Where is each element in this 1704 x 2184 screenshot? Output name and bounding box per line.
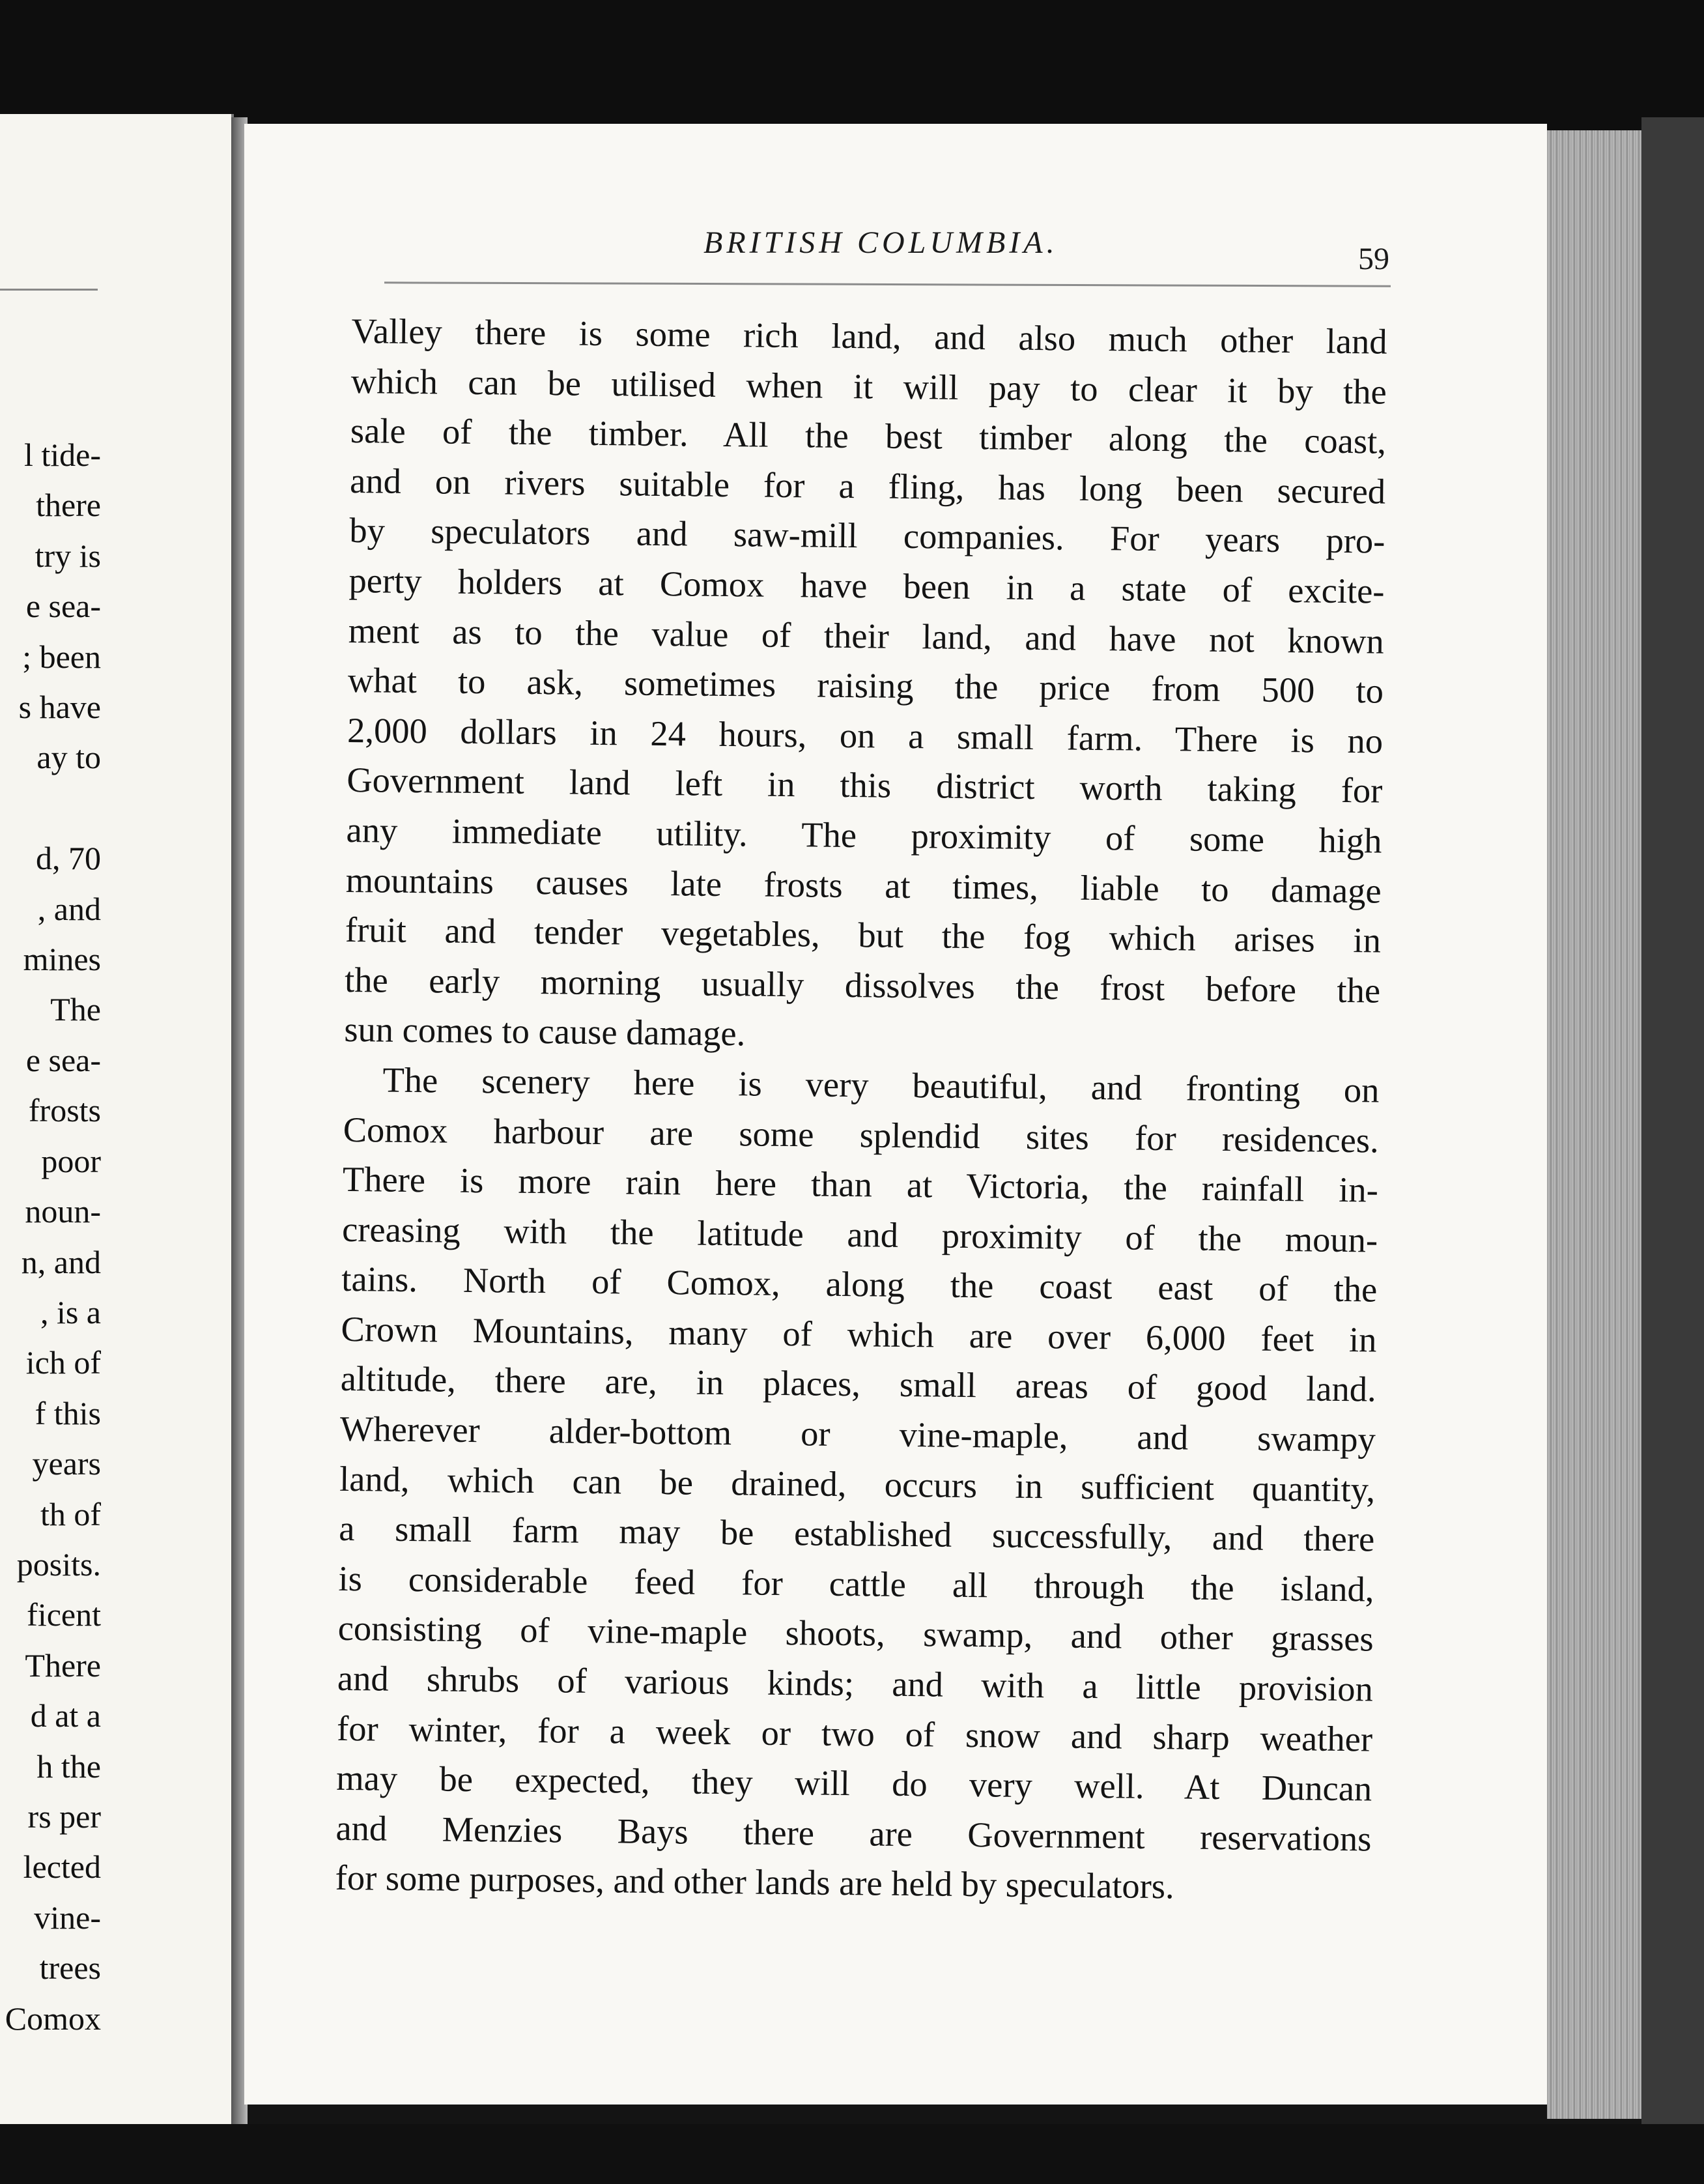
text-line: sale of the timber. All the best timber along the coast, [350,410,1387,461]
left-page-line: Comox [5,2000,101,2037]
left-page-line: rs per [27,1798,101,1835]
text-line: Valley there is some rich land, and also much other land [351,310,1387,362]
left-page-line: h the [36,1747,101,1785]
left-page-line: th of [40,1495,101,1532]
left-page-line: mines [23,941,101,978]
text-line: Crown Mountains, many of which are over 6,000 feet in [341,1308,1377,1360]
left-page-line: posits. [16,1545,101,1583]
left-page-line: years [32,1445,101,1482]
text-line: mountains causes late frosts at times, liable to damage [345,859,1382,911]
left-page-line: ay to [36,739,101,776]
left-page-line: ficent [27,1596,101,1633]
text-line: altitude, there are, in places, small areas of good land. [340,1358,1376,1410]
left-page-line: try is [35,537,101,574]
left-page-line: ; been [22,638,101,675]
text-line: any immediate utility. The proximity of some high [346,809,1382,861]
left-page-line [0,783,101,833]
left-page-line: There [25,1646,101,1684]
left-page-line: trees [39,1949,101,1987]
text-line: There is more rain here than at Victoria, the rainfall in- [342,1159,1379,1210]
left-page-rule [0,289,98,291]
left-page-line: e sea- [25,588,101,625]
text-line: perty holders at Comox have been in a state of excite- [348,560,1385,611]
background-top [0,0,1704,130]
left-page-line: e sea- [25,1041,101,1078]
left-page-line: s have [18,689,101,726]
text-line: consisting of vine-maple shoots, swamp, and other grasses [337,1608,1374,1659]
text-line: a small farm may be established successfully, and there [339,1508,1375,1559]
left-page-line: d, 70 [36,840,101,877]
text-line: ment as to the value of their land, and have not known [348,610,1385,661]
left-page-line: l tide- [23,437,101,473]
paragraph [344,306,1387,1065]
text-line: what to ask, sometimes raising the price from 500 to [347,660,1384,711]
background-bottom [0,2124,1704,2184]
left-page-line: poor [41,1142,101,1179]
left-page [0,114,234,2140]
left-page-line: lected [23,1848,101,1886]
text-line: and Menzies Bays there are Government reservations [335,1807,1372,1859]
paragraph [335,1055,1380,1914]
left-page-line: , and [37,890,101,927]
left-page-line: The [50,991,101,1028]
left-page-line: f this [35,1394,101,1431]
left-page-line: noun- [25,1193,101,1230]
text-line: creasing with the latitude and proximity of the moun- [341,1209,1378,1260]
text-line: the early morning usually dissolves the frost before the [344,959,1381,1011]
left-page-line: ich of [25,1344,101,1381]
text-line: is considerable feed for cattle all through the island, [338,1558,1374,1609]
running-head: BRITISH COLUMBIA. [703,225,1058,260]
text-line: by speculators and saw-mill companies. For years pro- [349,510,1385,562]
text-line: Comox harbour are some splendid sites for residences. [343,1109,1380,1160]
book-cover-edge [1641,117,1704,2137]
text-line: land, which can be drained, occurs in sufficient quantity, [339,1458,1376,1510]
left-page-line: d at a [30,1697,101,1734]
left-page-line: vine- [34,1899,101,1936]
text-line: which can be utilised when it will pay to clear it by the [350,360,1387,412]
left-page-line: , is a [40,1293,101,1330]
text-line: and on rivers suitable for a fling, has long been secured [349,460,1386,511]
text-line: Government land left in this district worth taking for [347,760,1383,811]
text-line: fruit and tender vegetables, but the fog which arises in [345,910,1382,960]
page-number: 59 [1358,242,1389,276]
text-line: The scenery here is very beautiful, and fronting on [382,1059,1380,1110]
left-page-line: there [36,487,101,524]
left-page-line: frosts [28,1092,101,1129]
body-text [335,306,1387,1914]
text-line: tains. North of Comox, along the coast east of the [341,1259,1378,1310]
text-line: may be expected, they will do very well. At Duncan [336,1758,1372,1809]
left-page-text [0,430,101,2044]
text-line: and shrubs of various kinds; and with a little provision [337,1658,1374,1709]
text-line: for winter, for a week or two of snow and sharp weather [336,1708,1373,1759]
text-line: sun comes to cause damage. [344,1009,746,1054]
text-line: for some purposes, and other lands are held by speculators. [335,1858,1174,1906]
text-line: Wherever alder-bottom or vine-maple, and swampy [339,1408,1376,1459]
text-line: 2,000 dollars in 24 hours, on a small farm. There is no [347,710,1384,761]
left-page-line: n, and [21,1243,101,1280]
